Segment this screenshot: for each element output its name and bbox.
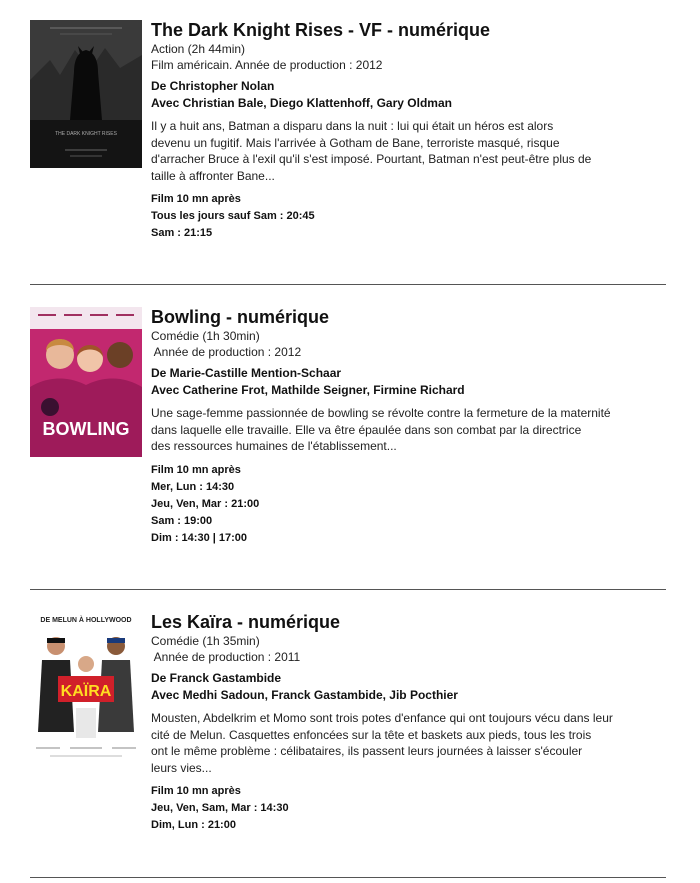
origin-year: Année de production : 2011 [151,650,301,664]
poster-title: KAÏRA [60,683,112,700]
batman-poster-icon [30,20,142,168]
synopsis-line: ont le même problème : célibataires, ils passent leurs journées à laisser s'écouler [151,744,583,759]
schedule-line: Jeu, Ven, Mar : 21:00 [151,497,260,510]
kaira-poster-icon [30,612,142,762]
movie-title[interactable]: The Dark Knight Rises - VF - numérique [151,20,491,40]
origin-year: Film américain. Année de production : 2012 [151,58,383,72]
schedule [151,462,661,547]
schedule-line: Tous les jours sauf Sam : 20:45 [151,210,315,223]
schedule-line: Film 10 mn après [151,785,241,798]
movie-poster[interactable] [30,307,142,457]
synopsis [151,710,661,776]
genre-duration: Comédie (1h 30min) [151,329,260,343]
synopsis-line: devenu un fugitif. Mais l'arrivée à Gotham de Bane, terroriste masqué, risque [151,135,560,150]
movie-title[interactable]: Les Kaïra - numérique [151,612,341,632]
synopsis-line: dans laquelle elle travaille. Elle va être épaulée dans son combat par la directrice [151,422,582,437]
synopsis [151,118,661,184]
poster-title: THE DARK KNIGHT RISES [55,131,117,137]
schedule-line: Film 10 mn après [151,463,241,476]
poster-title: BOWLING [42,419,130,439]
synopsis-line: Il y a huit ans, Batman a disparu dans la nuit : lui qui était un héros est alors [151,119,554,133]
schedule-line: Sam : 19:00 [151,514,213,527]
credits [151,670,661,704]
schedule-line: Dim : 14:30 | 17:00 [151,531,248,544]
poster-tagline: DE MELUN À HOLLYWOOD [40,617,132,624]
synopsis-line: taille à affronter Bane... [151,168,275,183]
movie-poster[interactable] [30,20,142,168]
movie-poster[interactable] [30,612,142,762]
cast: Avec Medhi Sadoun, Franck Gastambide, Jib Pocthier [151,688,458,702]
synopsis-line: d'arracher Bruce à l'exil qu'il s'est imposé. Pourtant, Batman n'est peut-être plus de [151,152,592,167]
divider [30,877,666,878]
movie-entry [30,20,666,270]
movie-info [151,612,661,834]
schedule-line: Sam : 21:15 [151,227,213,240]
schedule [151,783,661,834]
synopsis-line: des ressources humaines de l'établissement... [151,439,397,454]
movie-info [151,20,661,242]
divider [30,589,666,590]
credits [151,78,661,112]
cast: Avec Catherine Frot, Mathilde Seigner, Firmine Richard [151,383,465,397]
movie-title[interactable]: Bowling - numérique [151,307,329,327]
synopsis-line: leurs vies... [151,760,212,775]
synopsis-line: cité de Melun. Casquettes enfoncées sur la tête et baskets aux pieds, tous les trois [151,727,592,742]
schedule-line: Jeu, Ven, Sam, Mar : 14:30 [151,802,289,815]
origin-year: Année de production : 2012 [151,345,302,359]
schedule-line: Mer, Lun : 14:30 [151,480,235,493]
movie-entry [30,307,666,567]
bowling-poster-icon [30,307,142,457]
synopsis-line: Mousten, Abdelkrim et Momo sont trois potes d'enfance qui ont toujours vécu dans leur [151,711,613,725]
synopsis [151,405,661,455]
genre-duration: Action (2h 44min) [151,42,246,56]
divider [30,284,666,285]
genre-duration: Comédie (1h 35min) [151,634,260,648]
director: De Christopher Nolan [151,79,275,93]
credits [151,365,661,399]
synopsis-line: Une sage-femme passionnée de bowling se révolte contre la fermeture de la maternité [151,406,611,420]
movie-info [151,307,661,547]
schedule-line: Dim, Lun : 21:00 [151,819,236,832]
schedule [151,191,661,242]
movie-entry [30,612,666,862]
director: De Marie-Castille Mention-Schaar [151,366,342,380]
cast: Avec Christian Bale, Diego Klattenhoff, Gary Oldman [151,96,452,110]
director: De Franck Gastambide [151,671,282,685]
schedule-line: Film 10 mn après [151,193,241,206]
